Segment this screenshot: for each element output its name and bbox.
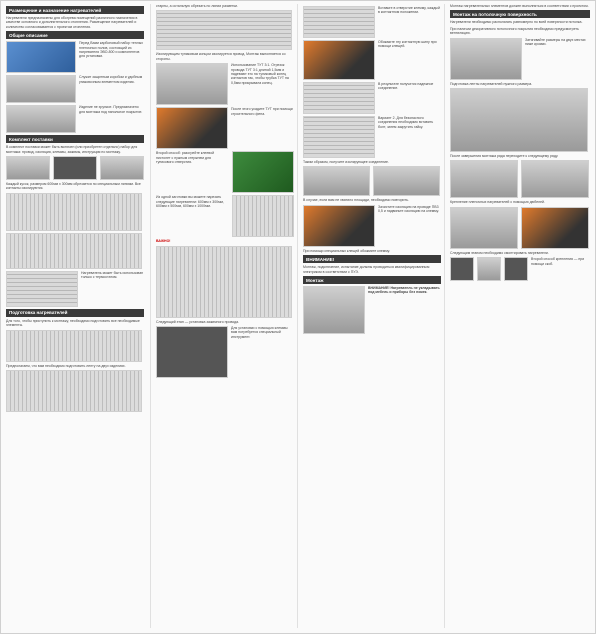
figure-row (6, 156, 144, 180)
heater-diagram (6, 370, 142, 412)
heater-diagram (6, 233, 142, 269)
figure-caption: В результате получится надежное соединение. (378, 82, 434, 91)
figure-row (303, 286, 441, 334)
screw-icon (477, 257, 501, 281)
film-sheet-image (6, 105, 76, 133)
figure-row (156, 151, 294, 193)
box-image (6, 75, 76, 103)
bolt-connection-diagram (303, 116, 375, 158)
heater-diagram (6, 330, 142, 362)
floor-install-image (303, 286, 365, 334)
figure-row (156, 195, 294, 237)
crimping-tool-image (156, 326, 228, 378)
heat-gun-image (156, 107, 228, 149)
figure-row (303, 6, 441, 38)
screw-icon (450, 257, 474, 281)
connection-image (303, 166, 370, 196)
drill-image (521, 207, 589, 249)
figure-row (303, 82, 441, 114)
figure-row (450, 38, 590, 80)
figure-caption: Вариант 2. Для безопасного соединения необходимо вставить болт, затем закрутить гайку. (378, 116, 434, 129)
paragraph: Подготовка ленты нагревателей нужного размера. (450, 81, 533, 86)
column-1 (6, 4, 144, 628)
figure-row (156, 107, 294, 149)
paragraph: Крепление пленочных нагревателей с помощью дюбелей. (450, 200, 545, 205)
ceiling-install-image (450, 88, 588, 152)
figure-row (156, 326, 294, 378)
section-header: Размещение и назначение нагревателей (6, 6, 144, 14)
warning-text: ВНИМАНИЕ! Нагреватель не укладывать под мебель и приборы без ножек. (368, 286, 440, 295)
figure-caption: Второй способ крепления — при помощи скоб. (531, 257, 585, 266)
figure-row (303, 40, 441, 80)
section-header: ВНИМАНИЕ! (303, 255, 441, 263)
figure-caption: Зачистите изоляцию на проводе ПВ3 0,5 и надвиньте изоляцию на клемму. (378, 204, 439, 214)
drill-image (450, 207, 518, 249)
staple-icon (504, 257, 528, 281)
cut-line-diagram (6, 271, 78, 307)
figure-row (450, 257, 590, 281)
paragraph: В случае, если вам не хватило площади, необходимо повторить. (303, 198, 409, 203)
shrink-tube-image (156, 63, 228, 105)
figure-row (156, 63, 294, 105)
ceiling-diagram (521, 160, 589, 198)
paragraph: Таким образом, получите изолирующее соединение. (303, 160, 389, 164)
figure-caption: Нагреватель может быть использован только с термостатом. (81, 270, 144, 280)
paragraph: Монтаж, подключение, испытание должны проводиться квалифицированным электриком в соответствии с ПУЭ. (303, 265, 430, 274)
figure-caption: Перед Вами карбоновый набор теплых пленочных полов, состоящий из нагревателя ЭВО-800 и компонентов для установки. (79, 41, 144, 59)
figure-caption: Изделие не хрупкое. Предназначено для монтажа под напольное покрытие. (79, 105, 143, 114)
figure-caption: Служит защитным коробом и удобным упаковочным элементом изделия. (79, 75, 143, 84)
paragraph: Следующим этапом необходимо смонтировать нагреватели. (450, 250, 549, 255)
paragraph: Монтаж нагревательных элементов должен выполняться в соответствии с проектом. (450, 4, 589, 8)
paragraph: Нагреватели необходимо располагать равномерно по всей поверхности потолка. (450, 20, 583, 25)
clamp-image (100, 156, 144, 180)
paragraph: Изолирующим тупиковым концом изолируется провод. Монтаж выполняется со стороны. (156, 52, 286, 61)
paragraph: В комплект поставки может быть включен (или приобретен отдельно) набор для монтажа: провод, изоляция, клеммы, зажимы, инструкция по монтажу. (6, 145, 138, 154)
paragraph: При наличии декоративного потолочного покрытия необходимо предусмотреть вентиляцию. (450, 26, 579, 36)
kit-image (6, 156, 50, 180)
figure-row (6, 271, 144, 307)
column-4 (450, 4, 590, 628)
heater-cut-diagram (156, 10, 292, 50)
figure-caption: Для установки с помощью клеммы вам потребуется специальный инструмент. (231, 326, 288, 339)
column-divider (150, 4, 151, 628)
ceiling-diagram (450, 160, 518, 198)
figure-caption: Из одной заготовки вы можете нарезать следующие нагреватели: 600мм х 300мм, 600мм х 500мм, 600мм х 1000мм. (156, 195, 224, 209)
figure-row (303, 116, 441, 158)
section-header: Монтаж (303, 276, 441, 284)
figure-row (6, 105, 144, 133)
paragraph: При помощи специальных клещей обожмите клемму. (303, 248, 391, 253)
column-2 (156, 4, 294, 628)
wire-image (53, 156, 97, 180)
paragraph: Каждый кусок, размером 600мм х 300мм обрезается по специальным линиям. Все контакты изолируются. (6, 182, 141, 191)
paragraph: старны, а остальную обрезать по линии разметки. (156, 4, 238, 8)
paragraph: Следующий этап — установка зажимного провода. (156, 319, 240, 324)
figure-row (6, 41, 144, 73)
heater-sizes-diagram (232, 195, 294, 237)
connection-diagram (303, 82, 375, 114)
section-header: Подготовка нагревателей (6, 309, 144, 317)
important-note: ВАЖНО! (156, 239, 171, 244)
heater-diagram (6, 193, 142, 231)
connection-image (373, 166, 440, 196)
heater-roll-image (6, 41, 76, 73)
paragraph: Нагреватели предназначены для обогрева помещений различного назначения в качестве основного и дополнительного отопления. Размещение нагревателей и количество согласовывается с проектом отопления. (6, 16, 138, 29)
figure-caption: Затягивайте размеры на двух местах ниже кромки. (525, 37, 586, 47)
figure-caption: Обожмите эту контактную шину при помощи клещей. (378, 40, 437, 49)
figure-row (6, 75, 144, 103)
figure-row (303, 205, 441, 247)
section-header: Комплект поставки (6, 135, 144, 143)
paragraph: Предполагаем, что вам необходимо подготовить ленту на двух изделиях. (6, 363, 126, 368)
column-divider (297, 4, 298, 628)
figure-caption: Использование ТУТ 3:1. Отрезок провода ТУТ 3:1 длиной 1,5мм и надевают его на тупиковый конец контактов так, чтобы трубка ТУТ на 0,5мм прикрывала конец. (231, 63, 289, 85)
column-divider (444, 4, 445, 628)
paragraph: После завершения монтажа ряда переходите к следующему ряду. (450, 154, 559, 159)
column-3 (303, 4, 441, 628)
pliers-image (303, 40, 375, 80)
figure-caption: После этого усадите ТУТ при помощи строительного фена. (231, 107, 293, 116)
ceiling-image (450, 38, 522, 80)
figure-row (450, 160, 590, 198)
clamp-insert-diagram (303, 6, 375, 38)
paragraph: Для того, чтобы приступить к монтажу, необходимо подготовить все необходимые элементы. (6, 318, 140, 328)
figure-caption: Второй способ: разогрейте клеевой пистолет с нужным стержнем для тупикового отверстия. (156, 151, 215, 165)
figure-caption: Вставьте в отверстие клемму, каждый в контактном положении. (378, 6, 440, 15)
stripping-tool-image (303, 205, 375, 247)
glue-gun-image (232, 151, 294, 193)
figure-row (303, 166, 441, 196)
section-header: Монтаж на потолочную поверхность (450, 10, 590, 18)
section-header: Общие описание (6, 31, 144, 39)
heater-layout-diagram (156, 246, 292, 318)
figure-row (450, 207, 590, 249)
